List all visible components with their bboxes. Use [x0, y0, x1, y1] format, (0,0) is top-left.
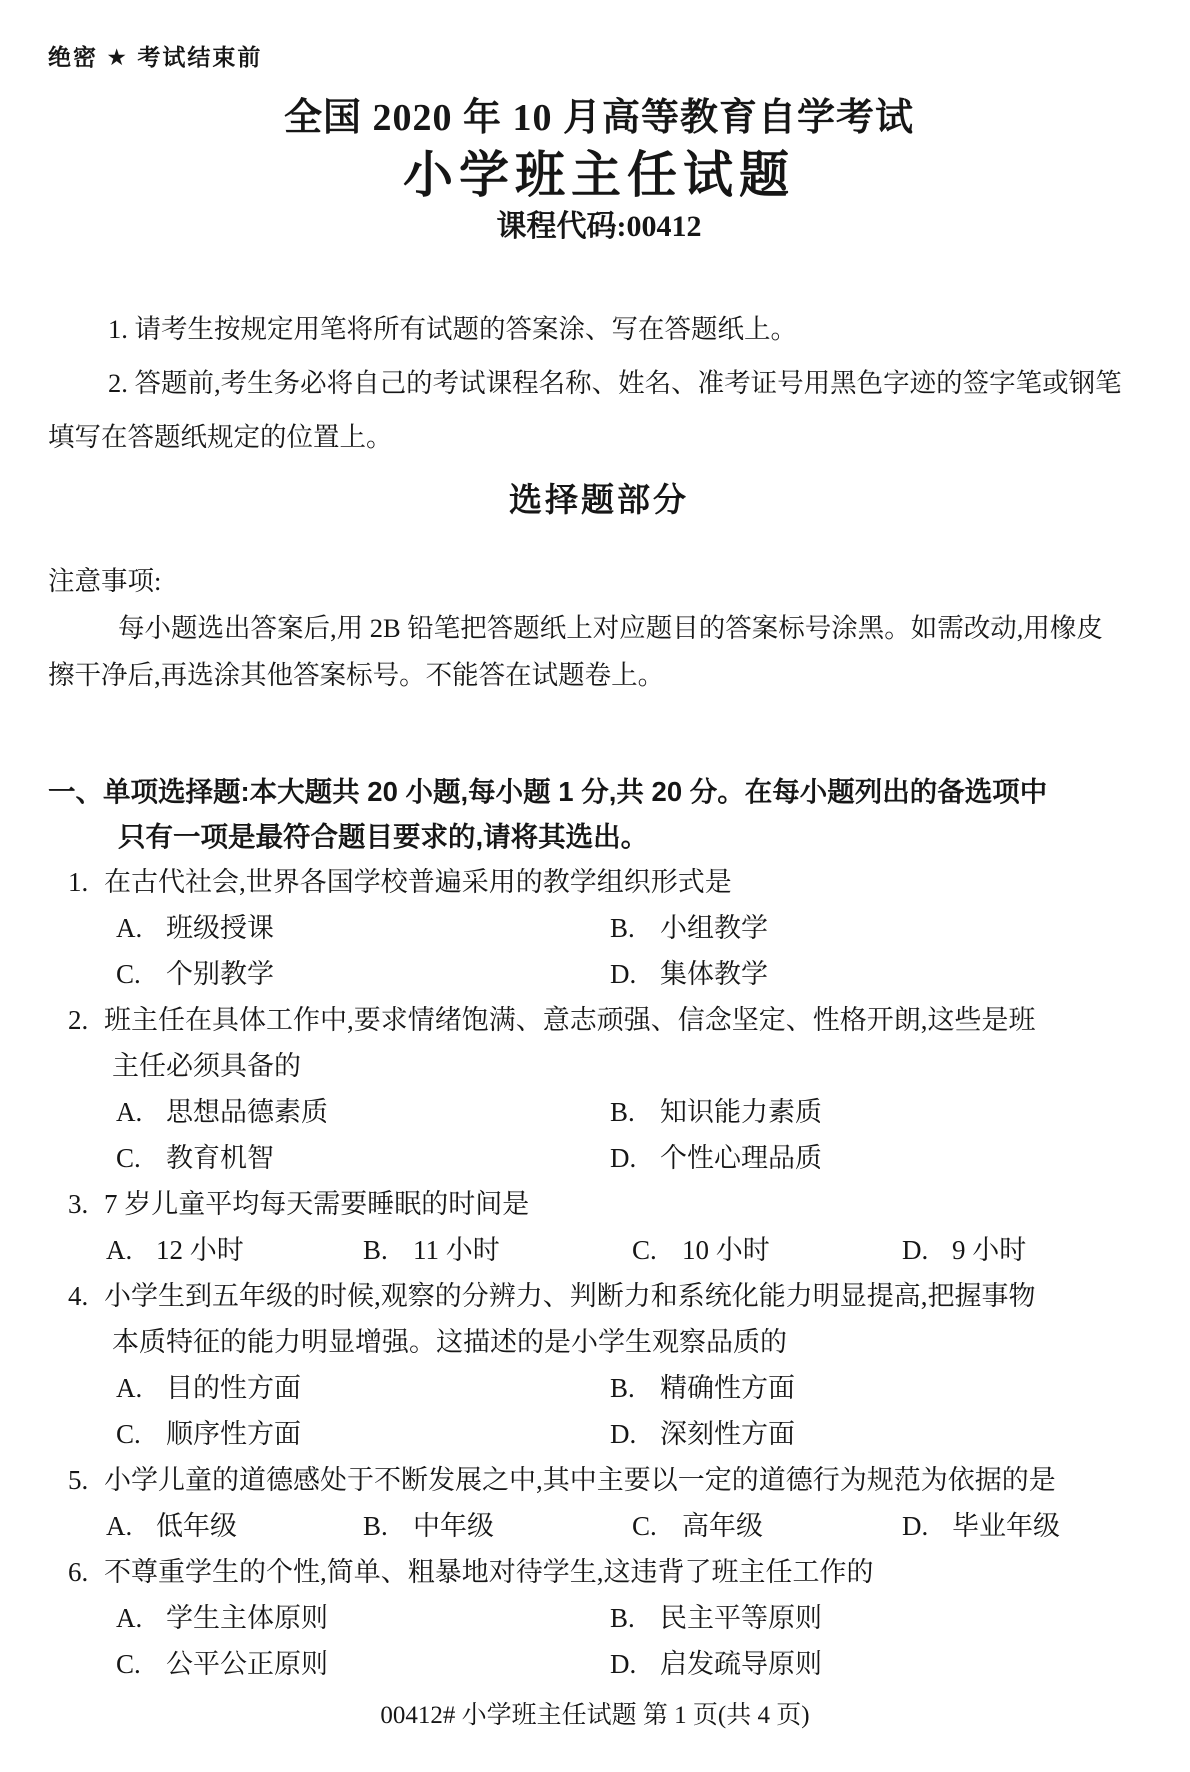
- option-label: B.: [610, 1373, 635, 1403]
- question-stem: 小学儿童的道德感处于不断发展之中,其中主要以一定的道德行为规范为依据的是: [104, 1465, 1056, 1495]
- option-label: A.: [116, 1097, 143, 1127]
- option-label: C.: [116, 1419, 141, 1449]
- notes-line-2: 擦干净后,再选涂其他答案标号。不能答在试题卷上。: [48, 660, 665, 690]
- option-label: C.: [116, 1143, 141, 1173]
- option-label: D.: [902, 1235, 929, 1265]
- option-label: A.: [116, 1603, 143, 1633]
- notes-label: 注意事项:: [48, 566, 162, 596]
- exam-title: 全国 2020 年 10 月高等教育自学考试: [283, 97, 914, 139]
- option-text: 12 小时: [156, 1235, 244, 1265]
- classification-banner: 绝密 ★ 考试结束前: [48, 44, 263, 70]
- option-b: [610, 1595, 1150, 1641]
- option-text: 思想品德素质: [166, 1097, 328, 1127]
- option-label: A.: [116, 913, 143, 943]
- option-text: 启发疏导原则: [660, 1649, 822, 1679]
- option-text: 顺序性方面: [166, 1419, 301, 1449]
- option-label: B.: [363, 1235, 388, 1265]
- option-text: 学生主体原则: [166, 1603, 328, 1633]
- option-text: 目的性方面: [166, 1373, 301, 1403]
- option-text: 9 小时: [952, 1235, 1027, 1265]
- mcq-heading-line-2: 只有一项是最符合题目要求的,请将其选出。: [118, 821, 649, 852]
- page-footer: 00412# 小学班主任试题 第 1 页(共 4 页): [380, 1702, 810, 1729]
- mcq-section-heading: [48, 769, 1150, 859]
- instruction-line-1: 1. 请考生按规定用笔将所有试题的答案涂、写在答题纸上。: [108, 314, 797, 344]
- question-stem-continued: 本质特征的能力明显增强。这描述的是小学生观察品质的: [112, 1327, 787, 1357]
- option-text: 中年级: [413, 1511, 494, 1541]
- option-text: 精确性方面: [660, 1373, 795, 1403]
- question-list: [48, 859, 1150, 1687]
- option-d: [610, 951, 1150, 997]
- option-label: A.: [106, 1511, 133, 1541]
- notes-line-1: 每小题选出答案后,用 2B 铅笔把答题纸上对应题目的答案标号涂黑。如需改动,用橡皮: [118, 613, 1103, 643]
- question-stem: 不尊重学生的个性,简单、粗暴地对待学生,这违背了班主任工作的: [104, 1557, 874, 1587]
- mcq-heading-line-1: 一、单项选择题:本大题共 20 小题,每小题 1 分,共 20 分。在每小题列出的备选项中: [48, 776, 1048, 807]
- option-label: C.: [116, 959, 141, 989]
- question-number: 1.: [68, 867, 89, 897]
- option-label: C.: [632, 1235, 657, 1265]
- option-text: 11 小时: [413, 1235, 500, 1265]
- option-label: B.: [610, 1097, 635, 1127]
- question-number: 6.: [68, 1557, 89, 1587]
- question-2: [48, 997, 1150, 1181]
- option-text: 深刻性方面: [660, 1419, 795, 1449]
- option-d: [610, 1411, 1150, 1457]
- option-c: [116, 1135, 610, 1181]
- option-d: [610, 1135, 1150, 1181]
- question-number: 5.: [68, 1465, 89, 1495]
- option-a: [106, 1227, 363, 1273]
- option-text: 10 小时: [682, 1235, 770, 1265]
- question-stem: 班主任在具体工作中,要求情绪饱满、意志顽强、信念坚定、性格开朗,这些是班: [104, 1005, 1036, 1035]
- question-stem: 7 岁儿童平均每天需要睡眠的时间是: [104, 1189, 530, 1219]
- option-a: [116, 905, 610, 951]
- option-label: B.: [363, 1511, 388, 1541]
- question-5: [48, 1457, 1150, 1549]
- option-text: 公平公正原则: [166, 1649, 328, 1679]
- option-c: [116, 951, 610, 997]
- option-a: [106, 1503, 363, 1549]
- instruction-line-2: 2. 答题前,考生务必将自己的考试课程名称、姓名、准考证号用黑色字迹的签字笔或钢笔: [108, 368, 1122, 398]
- question-6: [48, 1549, 1150, 1687]
- option-c: [632, 1227, 902, 1273]
- option-label: D.: [610, 1649, 637, 1679]
- option-label: A.: [116, 1373, 143, 1403]
- question-number: 2.: [68, 1005, 89, 1035]
- question-stem: 小学生到五年级的时候,观察的分辨力、判断力和系统化能力明显提高,把握事物: [104, 1281, 1036, 1311]
- option-b: [610, 1365, 1150, 1411]
- option-a: [116, 1365, 610, 1411]
- question-number: 4.: [68, 1281, 89, 1311]
- option-label: D.: [902, 1511, 929, 1541]
- option-label: B.: [610, 1603, 635, 1633]
- option-b: [610, 1089, 1150, 1135]
- option-c: [632, 1503, 902, 1549]
- option-b: [363, 1503, 632, 1549]
- option-label: D.: [610, 1419, 637, 1449]
- option-d: [902, 1503, 1150, 1549]
- option-d: [902, 1227, 1150, 1273]
- option-text: 低年级: [156, 1511, 237, 1541]
- option-b: [610, 905, 1150, 951]
- option-text: 民主平等原则: [660, 1603, 822, 1633]
- course-code: 课程代码:00412: [496, 210, 702, 243]
- option-label: C.: [116, 1649, 141, 1679]
- option-text: 个性心理品质: [660, 1143, 822, 1173]
- option-text: 毕业年级: [952, 1511, 1060, 1541]
- option-text: 班级授课: [166, 913, 274, 943]
- option-label: A.: [106, 1235, 133, 1265]
- option-c: [116, 1641, 610, 1687]
- option-label: D.: [610, 959, 637, 989]
- paper-title: 小学班主任试题: [403, 147, 795, 203]
- option-a: [116, 1595, 610, 1641]
- option-d: [610, 1641, 1150, 1687]
- option-text: 知识能力素质: [660, 1097, 822, 1127]
- option-b: [363, 1227, 632, 1273]
- instruction-line-3: 填写在答题纸规定的位置上。: [48, 422, 393, 452]
- question-stem-continued: 主任必须具备的: [112, 1051, 301, 1081]
- question-4: [48, 1273, 1150, 1457]
- option-text: 高年级: [682, 1511, 763, 1541]
- option-label: D.: [610, 1143, 637, 1173]
- option-label: B.: [610, 913, 635, 943]
- answer-notes: [48, 558, 1150, 699]
- question-3: [48, 1181, 1150, 1273]
- question-stem: 在古代社会,世界各国学校普遍采用的教学组织形式是: [104, 867, 732, 897]
- option-a: [116, 1089, 610, 1135]
- option-label: C.: [632, 1511, 657, 1541]
- option-c: [116, 1411, 610, 1457]
- option-text: 个别教学: [166, 959, 274, 989]
- option-text: 小组教学: [660, 913, 768, 943]
- question-1: [48, 859, 1150, 997]
- section-title: 选择题部分: [509, 481, 689, 518]
- question-number: 3.: [68, 1189, 89, 1219]
- option-text: 教育机智: [166, 1143, 274, 1173]
- option-text: 集体教学: [660, 959, 768, 989]
- candidate-instructions: [48, 302, 1150, 464]
